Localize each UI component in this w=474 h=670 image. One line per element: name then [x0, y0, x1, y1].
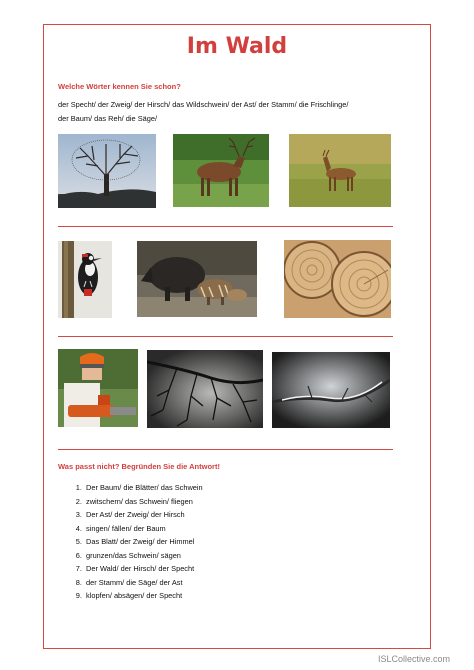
task-item: 4. singen/ fällen/ der Baum	[84, 522, 203, 536]
bottom-border	[43, 648, 431, 649]
section2-heading: Was passt nicht? Begründen Sie die Antwort!	[58, 462, 220, 471]
red-divider-2	[58, 336, 393, 337]
roe-deer-photo	[289, 134, 391, 207]
stag-photo	[173, 134, 269, 207]
log-ends-photo	[284, 240, 391, 318]
tree-photo	[58, 134, 156, 208]
task-list	[58, 481, 203, 603]
woodpecker-photo	[58, 241, 112, 318]
vocabulary-list	[58, 98, 418, 126]
branch-silhouette-photo	[147, 350, 263, 428]
right-border	[430, 24, 431, 648]
snowy-twig-photo	[272, 352, 390, 428]
task-item: 2. zwitschern/ das Schwein/ fliegen	[84, 495, 203, 509]
task-item: 5. Das Blatt/ der Zweig/ der Himmel	[84, 535, 203, 549]
lumberjack-photo	[58, 349, 138, 427]
vocabulary-line-2: der Baum/ das Reh/ die Säge/	[58, 114, 158, 123]
red-divider-3	[58, 449, 393, 450]
watermark-footer: ISLCollective.com	[377, 654, 450, 664]
task-item: 6. grunzen/das Schwein/ sägen	[84, 549, 203, 563]
vocabulary-line-1: der Specht/ der Zweig/ der Hirsch/ das Wildschwein/ der Ast/ der Stamm/ die Frischlinge/	[58, 100, 349, 109]
top-border	[43, 24, 431, 25]
task-item: 7. Der Wald/ der Hirsch/ der Specht	[84, 562, 203, 576]
page-title: Im Wald	[186, 34, 288, 59]
section1-heading: Welche Wörter kennen Sie schon?	[58, 82, 181, 91]
left-border	[43, 24, 44, 648]
task-item: 1. Der Baum/ die Blätter/ das Schwein	[84, 481, 203, 495]
task-item: 9. klopfen/ absägen/ der Specht	[84, 589, 203, 603]
red-divider-1	[58, 226, 393, 227]
task-item: 3. Der Ast/ der Zweig/ der Hirsch	[84, 508, 203, 522]
wild-boar-photo	[137, 241, 257, 317]
task-item: 8. der Stamm/ die Säge/ der Ast	[84, 576, 203, 590]
